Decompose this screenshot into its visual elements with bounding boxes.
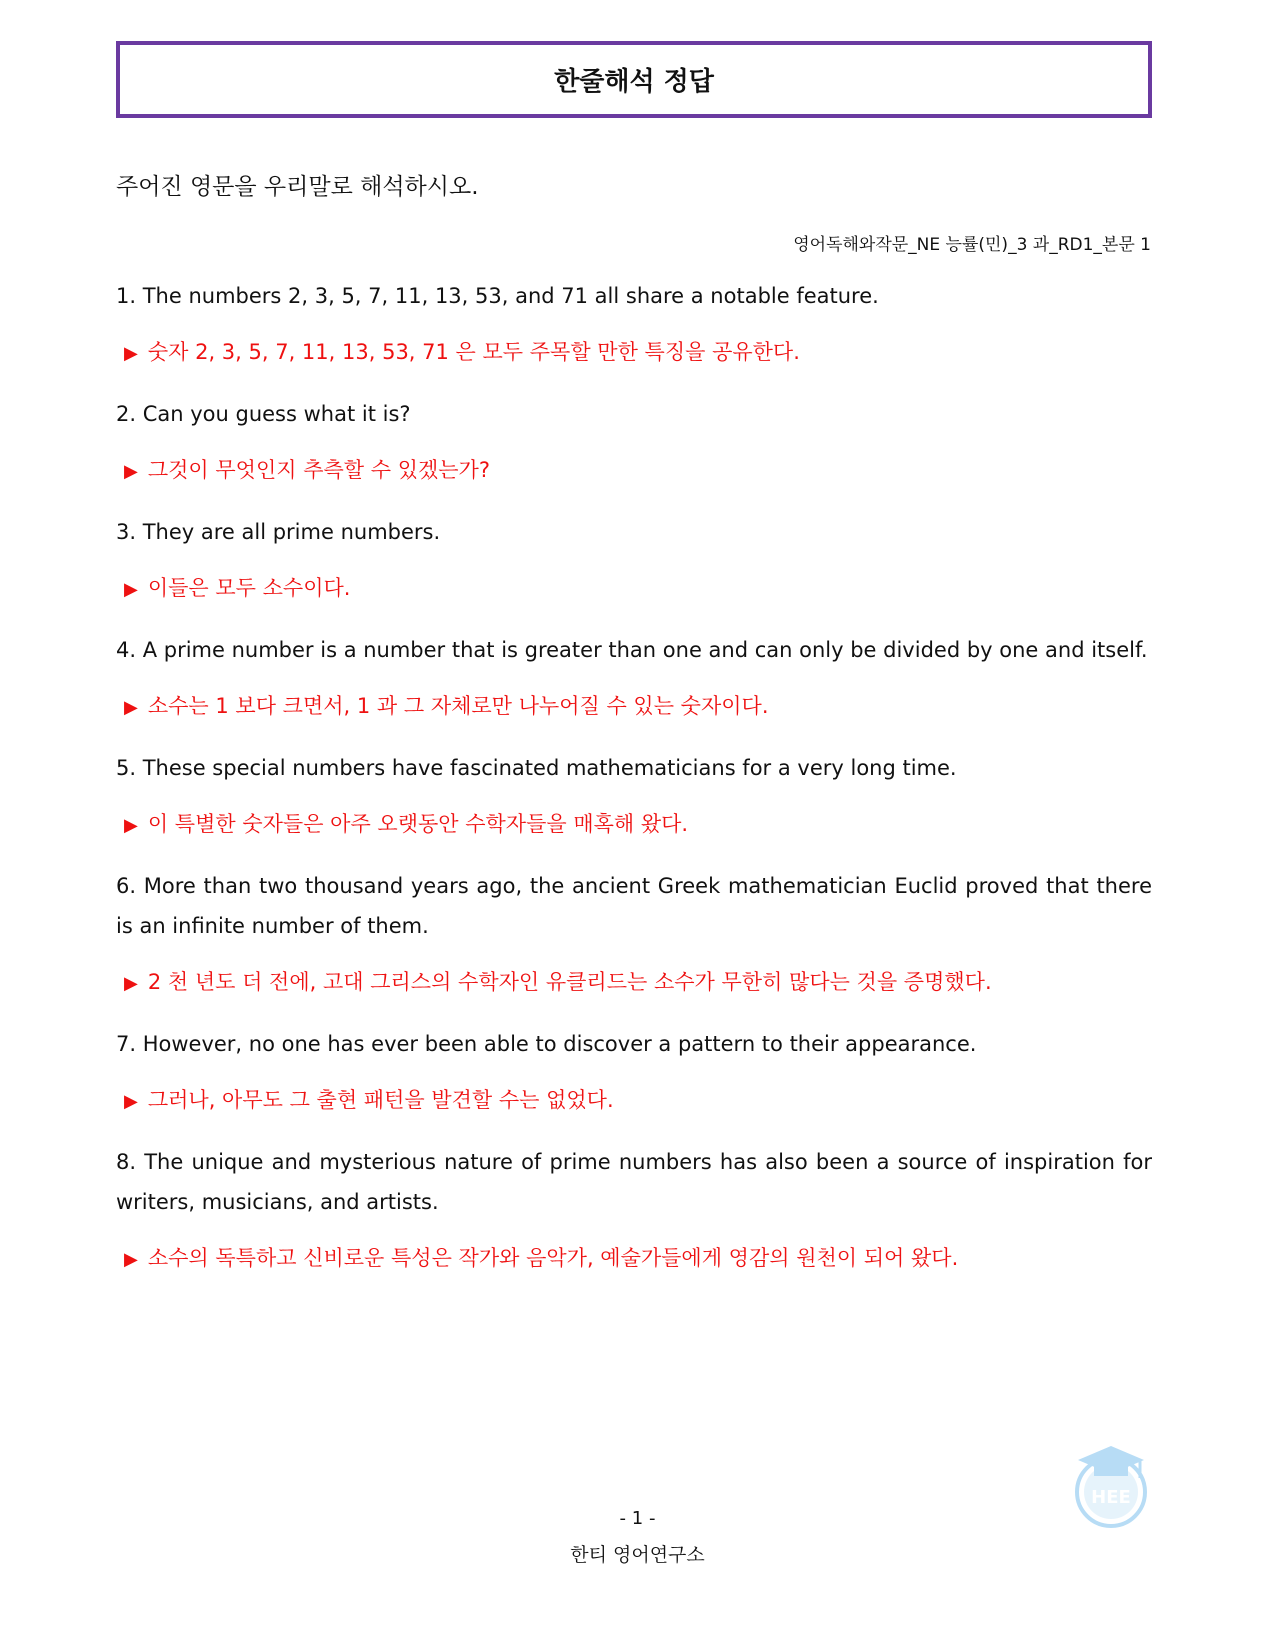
answer-arrow-icon: ▶ [124, 1249, 138, 1270]
instruction-text: 주어진 영문을 우리말로 해석하시오. [116, 174, 479, 200]
answer-label: 소수는 1 보다 크면서, 1 과 그 자체로만 나누어질 수 있는 숫자이다. [147, 694, 769, 718]
answer-arrow-icon: ▶ [124, 973, 138, 994]
answer-label: 이들은 모두 소수이다. [147, 576, 351, 600]
question-text: 2. Can you guess what it is? [116, 402, 411, 426]
page-number: - 1 - [619, 1508, 656, 1529]
answer-arrow-icon: ▶ [124, 579, 138, 600]
list-item [116, 866, 1152, 1004]
answer-text [124, 450, 1152, 492]
list-item [116, 748, 1152, 846]
question-text: 6. More than two thousand years ago, the ancient Greek mathematician Euclid proved that there is an infinite number of them. [116, 874, 1152, 938]
logo-text: HEE [1091, 1487, 1131, 1508]
question-text: 4. A prime number is a number that is greater than one and can only be divided by one and itself. [116, 638, 1148, 662]
source-label: 영어독해와작문_NE 능률(민)_3 과_RD1_본문 1 [793, 235, 1151, 255]
answer-arrow-icon: ▶ [124, 815, 138, 836]
answer-label: 그러나, 아무도 그 출현 패턴을 발견할 수는 없었다. [147, 1088, 614, 1112]
question-text: 1. The numbers 2, 3, 5, 7, 11, 13, 53, and 71 all share a notable feature. [116, 284, 879, 308]
answer-label: 숫자 2, 3, 5, 7, 11, 13, 53, 71 은 모두 주목할 만한 특징을 공유한다. [147, 340, 800, 364]
title-box [116, 41, 1152, 118]
question-text: 5. These special numbers have fascinated mathematicians for a very long time. [116, 756, 957, 780]
answer-text [124, 568, 1152, 610]
question-text: 8. The unique and mysterious nature of prime numbers has also been a source of inspiration for writers, musicians, and artists. [116, 1150, 1152, 1214]
answer-arrow-icon: ▶ [124, 343, 138, 364]
answer-text [124, 686, 1152, 728]
list-item [116, 276, 1152, 374]
answer-label: 그것이 무엇인지 추측할 수 있겠는가? [147, 458, 490, 482]
answer-arrow-icon: ▶ [124, 461, 138, 482]
answer-arrow-icon: ▶ [124, 1091, 138, 1112]
answer-label: 소수의 독특하고 신비로운 특성은 작가와 음악가, 예술가들에게 영감의 원천이 되어 왔다. [147, 1246, 959, 1270]
list-item [116, 1142, 1152, 1280]
list-item [116, 1024, 1152, 1122]
answer-label: 이 특별한 숫자들은 아주 오랫동안 수학자들을 매혹해 왔다. [147, 812, 689, 836]
answer-text [124, 1238, 1152, 1280]
answer-label: 2 천 년도 더 전에, 고대 그리스의 수학자인 유클리드는 소수가 무한히 많다는 것을 증명했다. [147, 970, 992, 994]
page-title: 한줄해석 정답 [554, 67, 714, 97]
answer-text [124, 1080, 1152, 1122]
question-text: 3. They are all prime numbers. [116, 520, 441, 544]
answer-text [124, 332, 1152, 374]
list-item [116, 512, 1152, 610]
question-text: 7. However, no one has ever been able to discover a pattern to their appearance. [116, 1032, 977, 1056]
answer-text [124, 804, 1152, 846]
answer-text [124, 962, 1152, 1004]
answer-arrow-icon: ▶ [124, 697, 138, 718]
list-item [116, 630, 1152, 728]
footer-text: 한티 영어연구소 [570, 1544, 705, 1566]
list-item [116, 394, 1152, 492]
items-list [116, 276, 1152, 1300]
